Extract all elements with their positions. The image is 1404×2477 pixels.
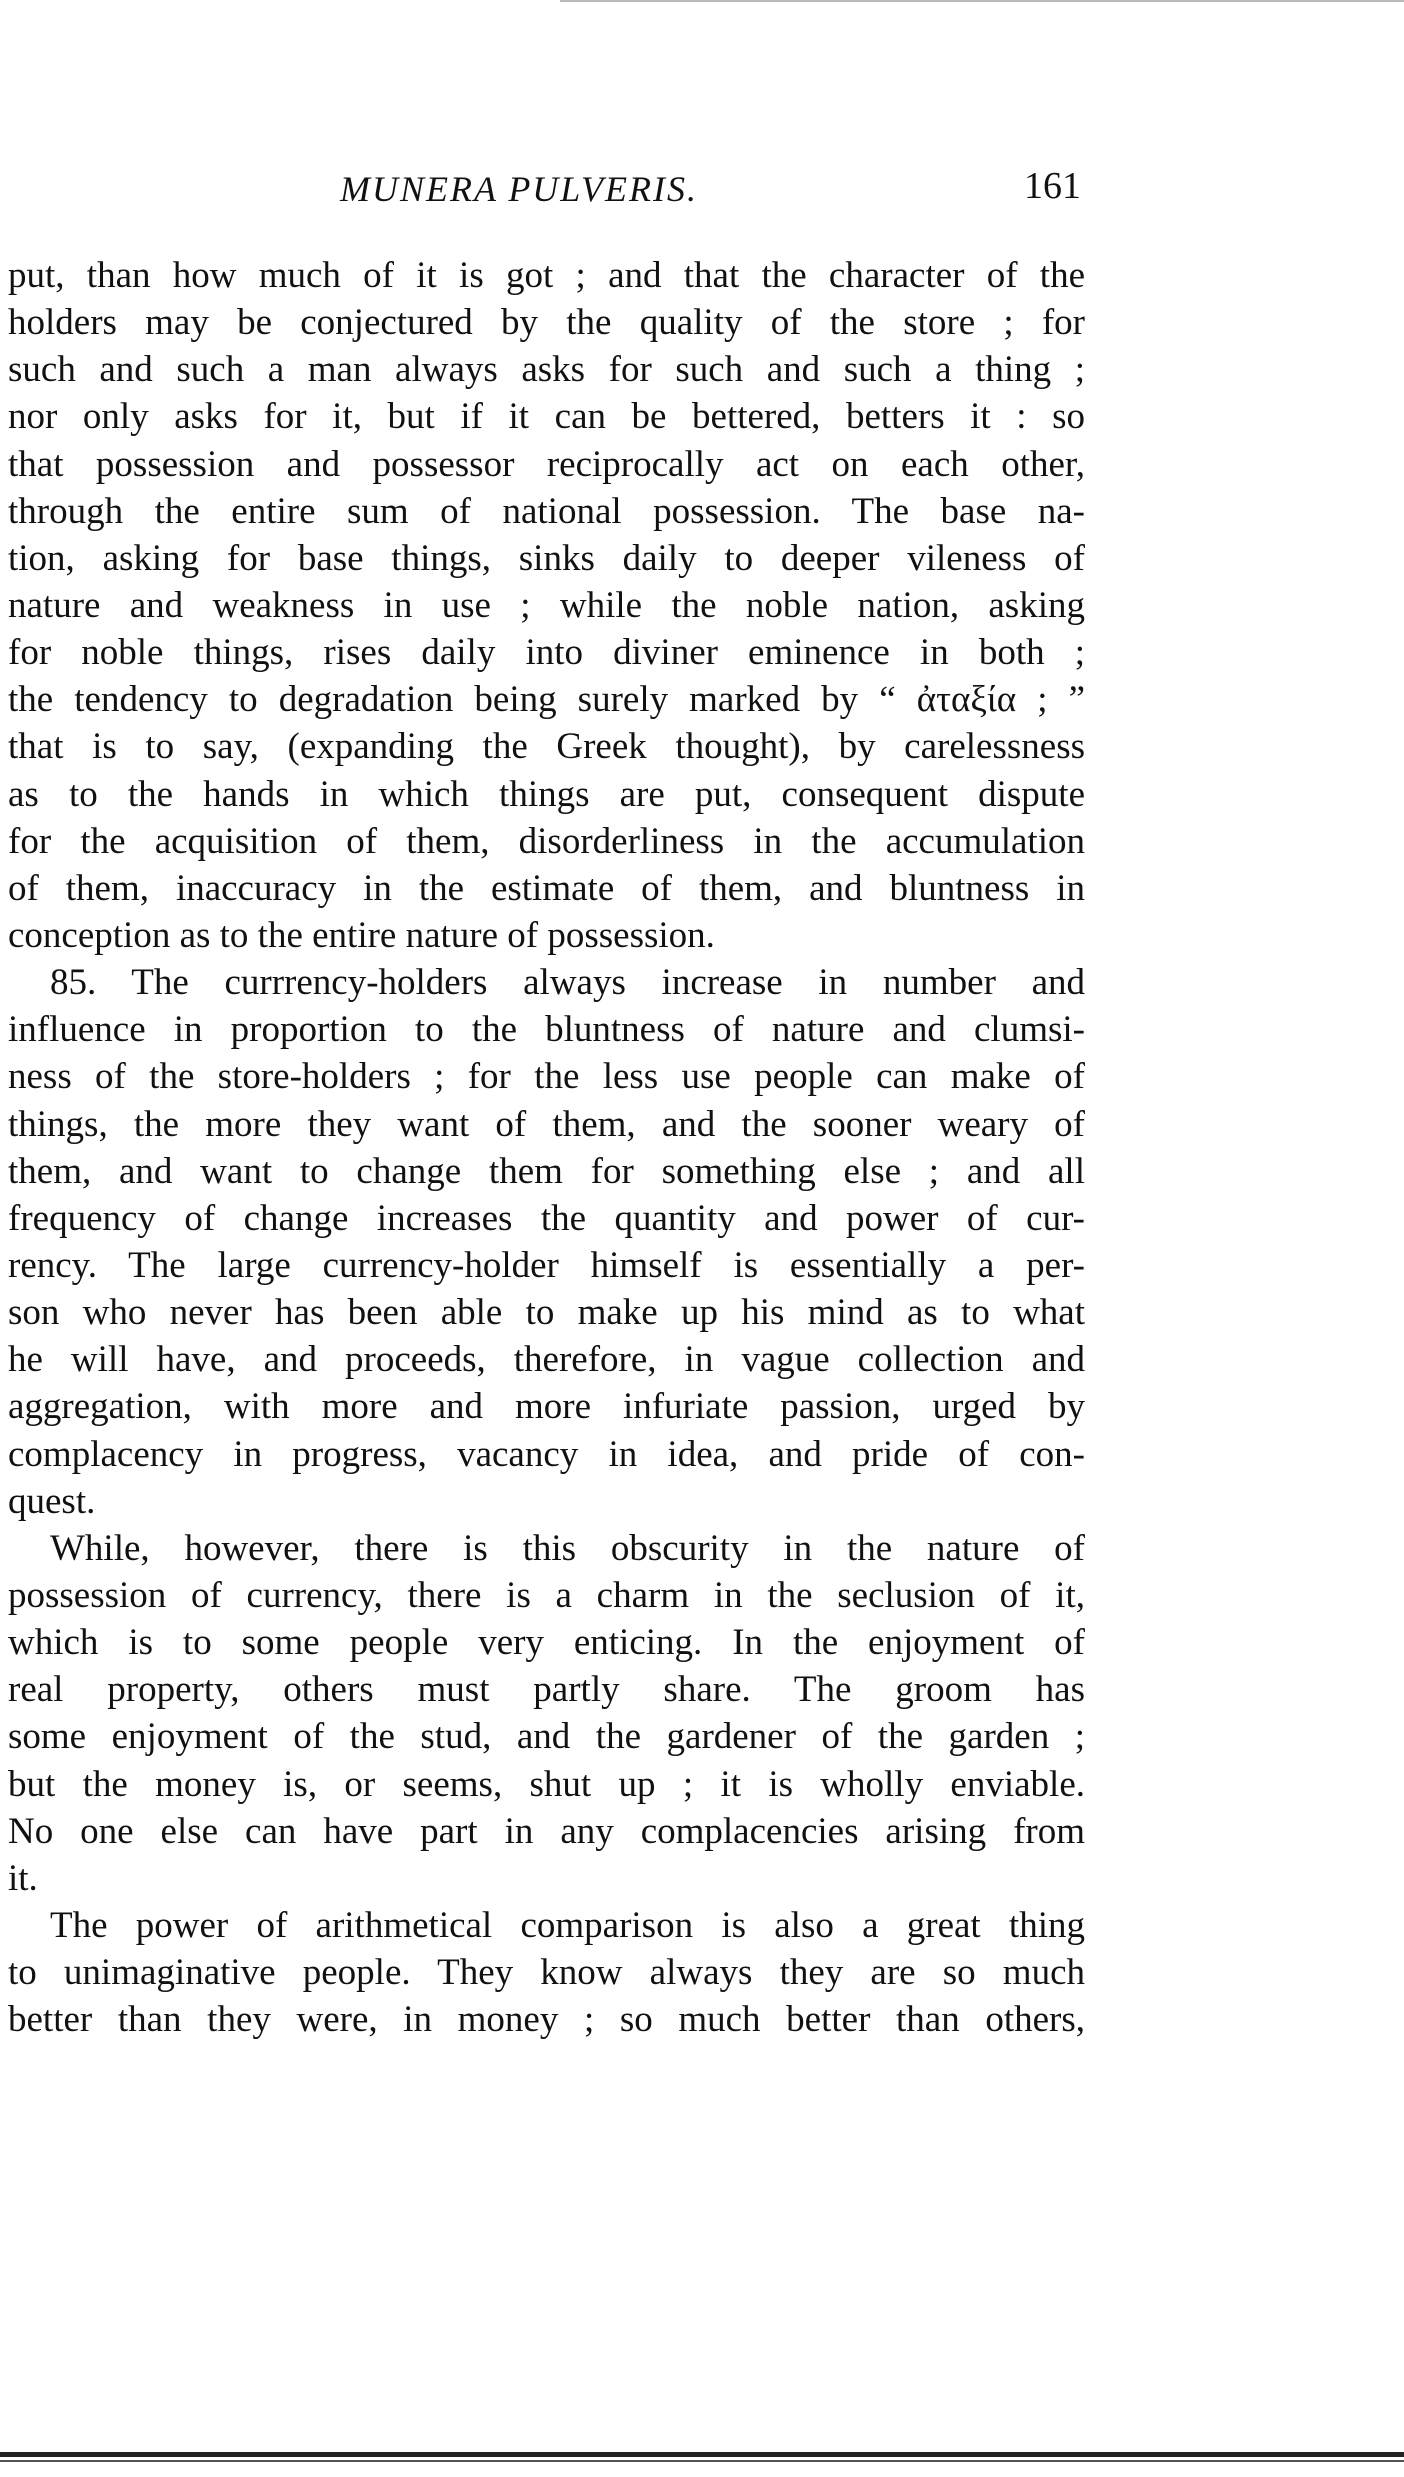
text-line: some enjoyment of the stud, and the gardener of the garden ; — [8, 1716, 1085, 1758]
text-line: for the acquisition of them, disorderliness in the accumulation — [8, 820, 1085, 862]
text-line: for noble things, rises daily into diviner eminence in both ; — [8, 632, 1085, 674]
text-line: which is to some people very enticing. In the enjoyment of — [8, 1622, 1085, 1664]
paragraph — [8, 959, 1085, 1525]
text-line: that is to say, (expanding the Greek thought), by carelessness — [8, 726, 1085, 768]
text-line: holders may be conjectured by the quality of the store ; for — [8, 302, 1085, 344]
text-line: as to the hands in which things are put, consequent dispute — [8, 773, 1085, 815]
text-line: rency. The large currency-holder himself is essentially a per- — [8, 1244, 1085, 1286]
text-line: No one else can have part in any complacencies arising from — [8, 1810, 1085, 1852]
bottom-edge-rule-secondary — [0, 2460, 1404, 2462]
page-body — [8, 252, 1085, 2043]
bottom-edge-rule — [0, 2452, 1404, 2457]
text-line: possession of currency, there is a charm in the seclusion of it, — [8, 1574, 1085, 1616]
text-line: son who never has been able to make up his mind as to what — [8, 1292, 1085, 1334]
text-line: but the money is, or seems, shut up ; it is wholly enviable. — [8, 1763, 1085, 1805]
page-header — [0, 165, 1085, 218]
text-line: to unimaginative people. They know always they are so much — [8, 1952, 1085, 1994]
text-line: the tendency to degradation being surely marked by “ ἀταξία ; ” — [8, 679, 1085, 721]
text-line: put, than how much of it is got ; and that the character of the — [8, 255, 1085, 296]
running-title: MUNERA PULVERIS. — [340, 169, 698, 209]
text-line: conception as to the entire nature of possession. — [8, 914, 715, 956]
paragraph — [8, 1525, 1085, 1902]
text-line: frequency of change increases the quantity and power of cur- — [8, 1197, 1085, 1239]
text-line: influence in proportion to the bluntness of nature and clumsi- — [8, 1009, 1085, 1051]
text-line: such and such a man always asks for such and such a thing ; — [8, 349, 1085, 391]
text-line: 85. The currrency-holders always increase in number and — [50, 962, 1085, 1004]
text-line: ness of the store-holders ; for the less use people can make of — [8, 1056, 1085, 1098]
text-line: them, and want to change them for something else ; and all — [8, 1150, 1085, 1192]
text-line: nor only asks for it, but if it can be bettered, betters it : so — [8, 396, 1085, 438]
text-line: real property, others must partly share. The groom has — [8, 1669, 1085, 1711]
text-line: complacency in progress, vacancy in idea, and pride of con- — [8, 1433, 1085, 1475]
text-line: nature and weakness in use ; while the noble nation, asking — [8, 584, 1085, 626]
top-edge-rule — [560, 0, 1404, 2]
page-number: 161 — [1024, 165, 1081, 207]
text-line: better than they were, in money ; so much better than others, — [8, 1999, 1085, 2041]
text-line: of them, inaccuracy in the estimate of them, and bluntness in — [8, 867, 1085, 909]
text-line: quest. — [8, 1480, 96, 1522]
text-line: aggregation, with more and more infuriate passion, urged by — [8, 1386, 1085, 1428]
text-line: through the entire sum of national possession. The base na- — [8, 490, 1085, 532]
text-line: The power of arithmetical comparison is also a great thing — [50, 1904, 1085, 1946]
text-line: it. — [8, 1857, 38, 1899]
text-line: things, the more they want of them, and the sooner weary of — [8, 1103, 1085, 1145]
text-line: tion, asking for base things, sinks daily to deeper vileness of — [8, 537, 1085, 579]
text-line: While, however, there is this obscurity in the nature of — [50, 1527, 1085, 1569]
text-line: that possession and possessor reciprocally act on each other, — [8, 443, 1085, 485]
paragraph — [8, 1902, 1085, 2043]
text-line: he will have, and proceeds, therefore, in vague collection and — [8, 1339, 1085, 1381]
paragraph — [8, 252, 1085, 959]
